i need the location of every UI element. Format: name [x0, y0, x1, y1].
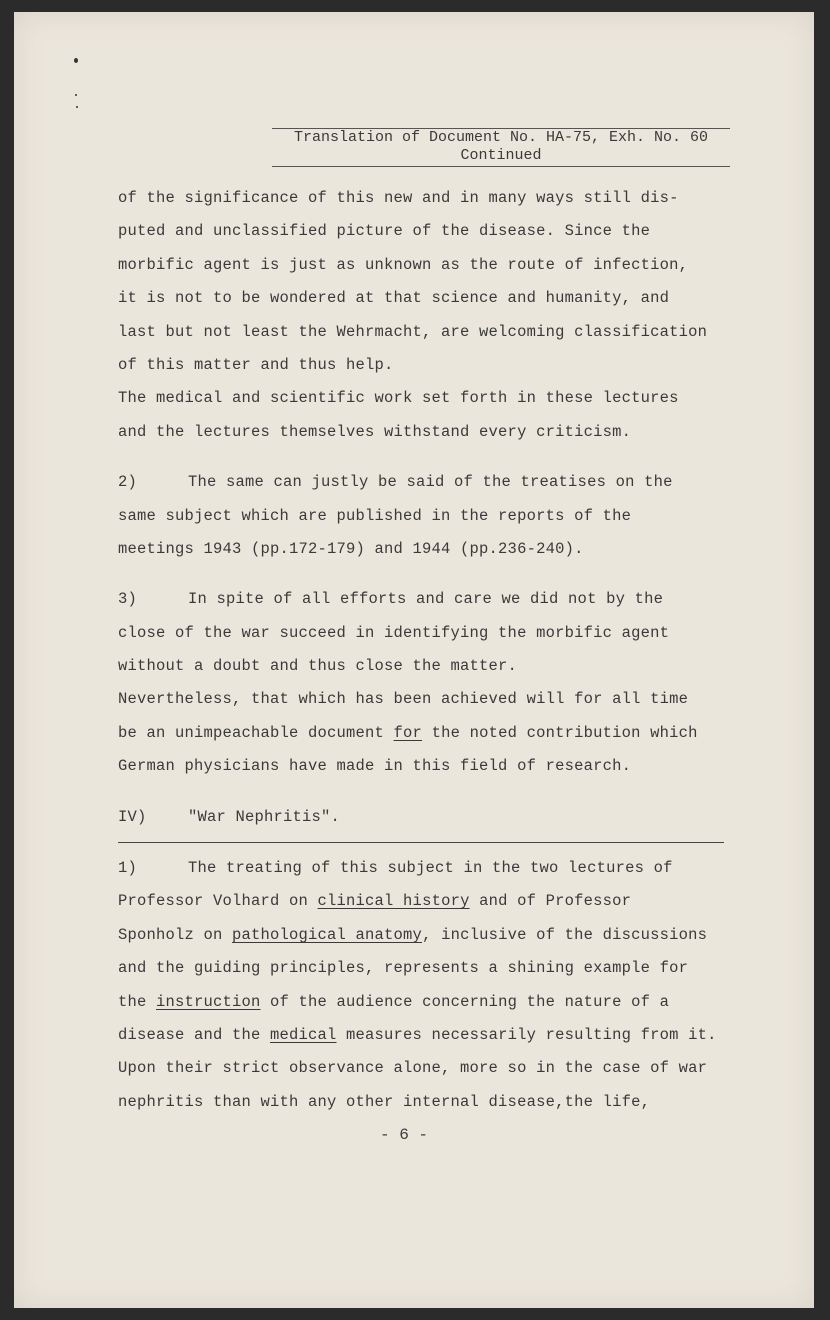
- text-line: of the significance of this new and in many ways still dis-: [118, 189, 679, 207]
- underlined-word: instruction: [156, 992, 261, 1011]
- text-line: and the lectures themselves withstand every criticism.: [118, 422, 632, 441]
- text-line: Nevertheless, that which has been achieved will for all time: [118, 690, 689, 709]
- underlined-phrase: pathological anatomy: [232, 925, 423, 944]
- text-line: without a doubt and thus close the matter.: [118, 657, 518, 676]
- section-rule: [118, 834, 724, 843]
- underlined-word: medical: [270, 1025, 337, 1044]
- text-line: meetings 1943 (pp.172-179) and 1944 (pp.236-240).: [118, 539, 584, 558]
- paragraph-number: 1): [118, 859, 138, 878]
- text-line: German physicians have made in this field of research.: [118, 757, 632, 776]
- underlined-word: for: [393, 723, 423, 742]
- ink-speck: [75, 94, 77, 96]
- text-line: The medical and scientific work set forth in these lectures: [118, 389, 679, 408]
- text-line: puted and unclassified picture of the disease. Since the: [118, 222, 651, 241]
- text-line: morbific agent is just as unknown as the route of infection,: [118, 255, 689, 274]
- header-subtitle: Continued: [460, 147, 542, 164]
- page-number: - 6 -: [379, 1126, 428, 1144]
- paragraph-1: [118, 182, 758, 449]
- text-line: last but not least the Wehrmacht, are welcoming classification: [118, 322, 708, 341]
- section-number: IV): [118, 807, 147, 826]
- section-title: "War Nephritis".: [188, 807, 341, 826]
- text-line: Upon their strict observance alone, more so in the case of war: [118, 1059, 708, 1078]
- paragraph-2: [118, 466, 758, 566]
- document-header: [272, 128, 730, 167]
- paragraph-number: 2): [118, 473, 138, 492]
- text-line: The same can justly be said of the treatises on the: [188, 473, 673, 492]
- text-line: The treating of this subject in the two lectures of: [188, 859, 673, 878]
- paragraph-4: 1) The treating of this subject in the two lectures of Professor Volhard on clinical history and of Professor Sponholz on pathological anatomy, inclusive of the discussions and the guiding principles, represents a shining example for the instruction of the audience concerning the nature of a disease and the medical measures necessarily resulting from it. Upon their strict observance alone, more so in the case of war nephritis than with any other internal disease,the life,: [118, 852, 758, 1119]
- ink-speck: [74, 58, 78, 63]
- header-title: Translation of Document No. HA-75, Exh. No. 60: [293, 129, 709, 146]
- paragraph-number: 3): [118, 590, 138, 609]
- text-line: it is not to be wondered at that science and humanity, and: [118, 289, 670, 308]
- paragraph-3: 3) In spite of all efforts and care we did not by the close of the war succeed in identifying the morbific agent without a doubt and thus close the matter. Nevertheless, that which has been achieved will for all time be an unimpeachable document for the noted contribution which German physicians have made in this field of research.: [118, 583, 758, 783]
- text-line: same subject which are published in the reports of the: [118, 506, 632, 525]
- text-line: In spite of all efforts and care we did not by the: [188, 590, 664, 609]
- text-line: close of the war succeed in identifying the morbific agent: [118, 623, 670, 642]
- document-page: [14, 12, 814, 1308]
- text-line: nephritis than with any other internal disease,the life,: [118, 1092, 651, 1111]
- text-line: and the guiding principles, represents a shining example for: [118, 959, 689, 978]
- ink-speck: [76, 106, 78, 108]
- document-body: [118, 182, 758, 1119]
- text-line: of this matter and thus help.: [118, 355, 394, 374]
- section-heading: [118, 801, 758, 843]
- underlined-phrase: clinical history: [317, 892, 470, 911]
